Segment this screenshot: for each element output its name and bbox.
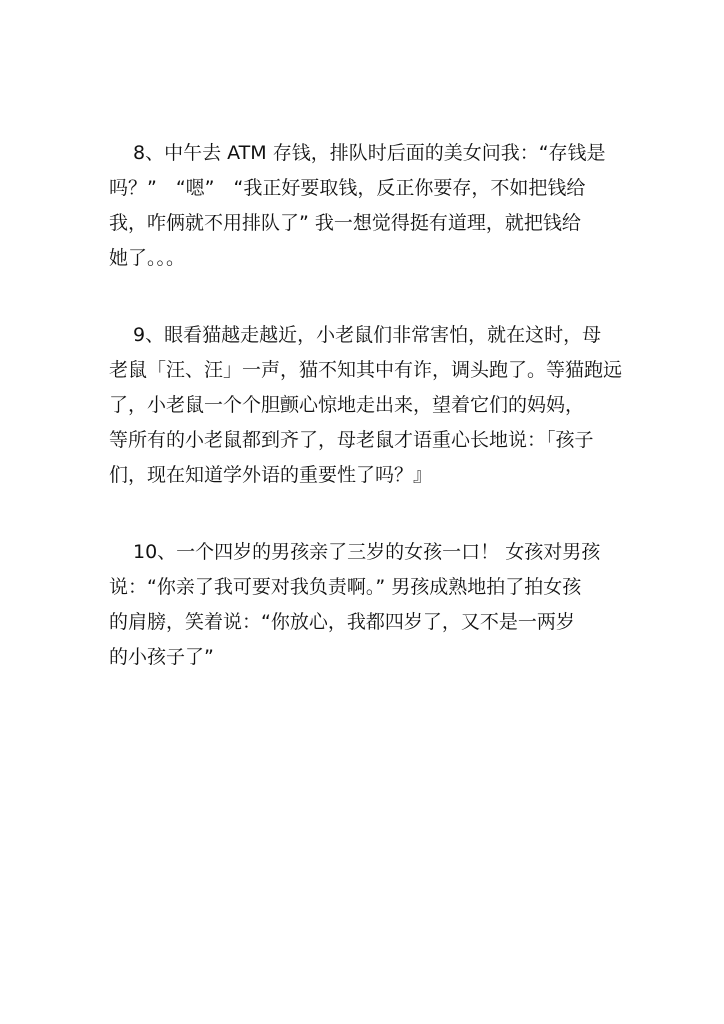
joke-paragraph-8 xyxy=(109,136,619,276)
text-line: 们，现在知道学外语的重要性了吗？』 xyxy=(109,464,433,486)
text-line: 10、一个四岁的男孩亲了三岁的女孩一口！ 女孩对男孩 xyxy=(133,541,601,563)
text-line: 吗？” “嗯” “我正好要取钱，反正你要存，不如把钱给 xyxy=(109,177,586,199)
text-line: 等所有的小老鼠都到齐了，母老鼠才语重心长地说：「孩子 xyxy=(109,429,594,451)
text-line: 8、中午去 ATM 存钱，排队时后面的美女问我：“存钱是 xyxy=(133,142,606,164)
text-line: 我，咋俩就不用排队了” 我一想觉得挺有道理，就把钱给 xyxy=(109,212,581,234)
document-body xyxy=(109,136,623,717)
text-line: 的小孩子了” xyxy=(109,646,214,668)
text-line: 老鼠「汪、汪」一声，猫不知其中有诈，调头跑了。等猫跑远 xyxy=(109,359,623,381)
text-line: 9、眼看猫越走越近，小老鼠们非常害怕，就在这时，母 xyxy=(133,324,602,346)
joke-paragraph-9 xyxy=(109,318,623,493)
text-line: 她了。。。 xyxy=(109,247,186,269)
text-line: 的肩膀，笑着说：“你放心，我都四岁了，又不是一两岁 xyxy=(109,611,575,633)
text-line: 了，小老鼠一个个胆颤心惊地走出来，望着它们的妈妈， xyxy=(109,394,585,416)
text-line: 说：“你亲了我可要对我负责啊。” 男孩成熟地拍了拍女孩 xyxy=(109,576,582,598)
joke-paragraph-10 xyxy=(109,535,619,675)
